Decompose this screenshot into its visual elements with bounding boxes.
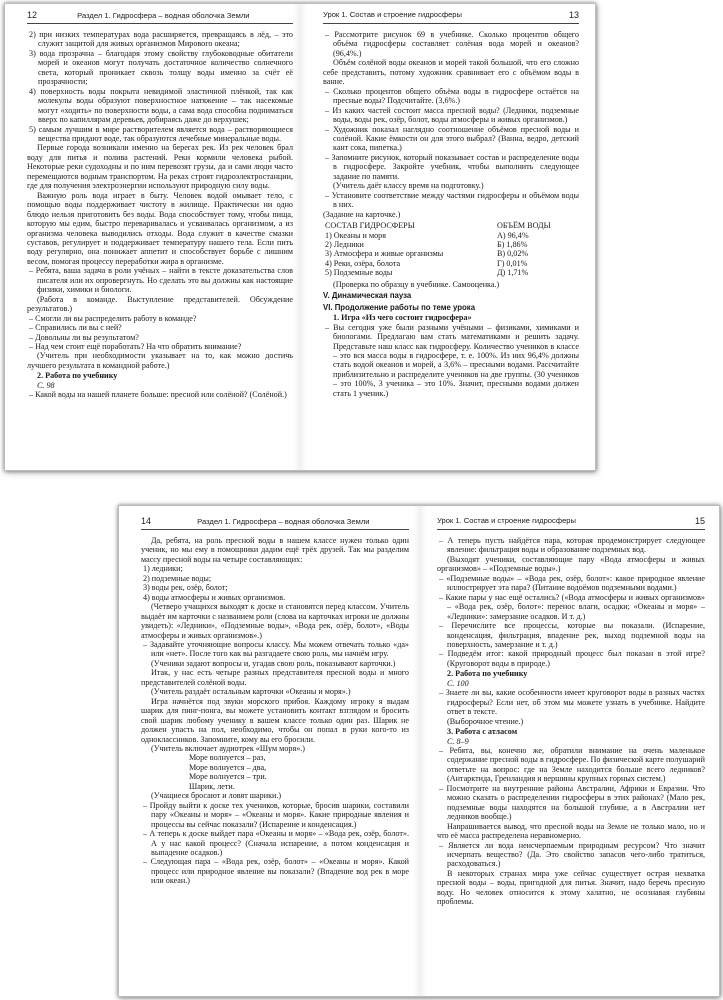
page-14-text [141,536,409,996]
paragraph: (Четверо учащихся выходят к доске и становятся перед классом. Учитель выдаёт им карточки с названием роли (слова на карточках игроки не должны увидеть): «Ледники», «Подземные воды», «Вода рек, озёр, болот», «Воды атмосферы и живых организмов».) [141,602,409,640]
table-row [323,240,579,249]
matching-table [323,221,579,278]
paragraph: (Выборочное чтение.) [447,716,524,726]
verse-line: Море волнуется – раз, [189,753,266,763]
text-block-after-table [323,280,579,398]
text-block-before-table [323,30,579,219]
page-reference: С. 98 [37,380,55,390]
page-number: 12 [27,10,38,20]
dialogue-line: – Задавайте уточняющие вопросы классу. Мы можем отвечать только «да» или «нет». После того как вы разгадаете свою роль, мы начнём игру. [143,639,409,659]
page-reference: С. 100 [447,678,469,688]
running-head: Раздел 1. Гидросфера – водная оболочка Земли [197,517,370,526]
table-cell: В) 0,02% [497,249,529,259]
paragraph: (Ученики задают вопросы и, угадав свою роль, показывают карточки.) [151,658,396,668]
dialogue-line: – Перечислите все процессы, которые вы показали. (Испарение, конденсация, фильтрация, впадение рек, выход подземной воды на поверхность, замерзание и т. д.) [439,621,705,649]
dialogue-line: – «Подземные воды» – «Вода рек, озёр, болот»: какое природное явление иллюстрирует эта пара? (Питание водоёмов подземными водами.) [439,573,705,593]
header-rule [323,23,579,24]
lesson-stage-heading: V. Динамическая пауза [323,291,412,301]
numbered-item: 4) поверхность воды покрыта невидимой эластичной плёнкой, так как молекулы воды образуют поверхностное натяжение – так насекомые могут «ходить» по поверхности воды, а сама вода способна подниматься вверх по капиллярам деревьев, добираясь даже до верхушек; [29,86,293,125]
dialogue-line: – Установите соответствие между частями гидросферы и объёмом воды в них. [325,190,579,210]
section-heading: 2. Работа по учебнику [37,371,118,381]
dialogue-line: – Следующая пара – «Вода рек, озёр, болот» – «Океаны и моря». Какой процесс или природное явление вы показали? (Впадение вод рек в море или океан.) [143,857,409,886]
paragraph: (Учитель раздаёт остальным карточки «Океаны и моря».) [151,687,351,697]
page-header-left [27,10,250,20]
paragraph: Объём солёной воды океанов и морей такой большой, что его сложно себе представить, потому художник сравнивает его с объёмом воды в ванне. [323,58,579,87]
table-header: СОСТАВ ГИДРОСФЕРЫ [325,221,415,231]
paragraph: (Выходят ученики, составляющие пару «Вода атмосферы и живых организмов» – «Подземные воды».) [437,554,705,574]
gutter-shadow [293,4,307,470]
numbered-item: 2) подземные воды; [143,573,212,583]
verse-line: Море волнуется – два, [189,762,267,772]
dialogue-line: – Над чем стоит ещё поработать? На что обратить внимание? [29,341,242,351]
table-cell: Д) 1,71% [497,268,529,278]
running-head: Урок 1. Состав и строение гидросферы [437,516,576,525]
dialogue-line: – Является ли вода неисчерпаемым природным ресурсом? Что значит исчерпать вещество? (Да. Это свойство запасов чего-либо тратиться, расходоваться.) [439,840,705,869]
running-head: Урок 1. Состав и строение гидросферы [323,10,462,19]
running-head: Раздел 1. Гидросфера – водная оболочка Земли [77,11,250,20]
dialogue-line: – Пройду выйти к доске тех учеников, которые, бросив шарики, составили пару «Океаны и моря» – «Океаны и моря». Какие природные явления и процессы вы сейчас показали? (Испарение и конденсация.) [143,800,409,829]
dialogue-line: – Какой воды на нашей планете больше: пресной или солёной? (Солёной.) [29,390,287,400]
page-reference: С. 8–9 [447,736,469,746]
paragraph: Важную роль вода играет в быту. Человек водой омывает тело, с помощью воды поддерживает чистоту в жилище. Практически ни одно блюдо нельзя приготовить без воды. Вода способствует тому, чтобы пища, которую мы едим, быстро переваривалась и усваивалась организмом, а из организма человека выводились отходы. Вода служит в качестве смазки суставов, регулирует и поддерживает температуру нашего тела. Если пить воду регулярно, она понижает аппетит и способствует борьбе с лишним весом, помогая процессу переработки жира в организме. [27,190,293,266]
dialogue-line: – Рассмотрите рисунок 69 в учебнике. Сколько процентов общего объёма гидросферы составляет солёная вода морей и океанов? (96,4%.) [325,30,579,58]
header-rule [27,23,293,24]
dialogue-line: – Какие пары у нас ещё остались? («Вода атмосферы и живых организмов» – «Вода рек, озёр, болот»: перенос влаги, осадки; «Океаны и моря» – «Ледники»: замерзание осадков. И т. д.) [439,592,705,621]
paragraph: Да, ребята, на роль пресной воды в нашем классе нужен только один ученик, но мы ему в помощники дадим ещё трёх друзей. Так мы разделим массу пресной воды на четыре составляющих: [141,536,409,564]
dialogue-line: – Посмотрите на внутренние районы Австралии, Африки и Евразии. Что можно сказать о распределении гидросферы в этих районах? (Мало рек, подземные воды находятся на большой глубине, а в Австралии нет ледников вообще.) [439,783,705,822]
section-heading: 1. Игра «Из чего состоит гидросфера» [333,313,472,323]
page-header-left [141,516,370,526]
section-heading: 3. Работа с атласом [447,727,518,737]
table-cell: 5) Подземные воды [325,268,393,278]
dialogue-line: – Справились ли вы с ней? [29,323,122,333]
paragraph: (Работа в команде. Выступление представителей. Обсуждение результатов.) [27,294,293,314]
top-spread [4,3,596,471]
numbered-item: 3) воды рек, озёр, болот; [143,583,228,593]
page-13-text [323,30,579,470]
header-rule [141,529,409,530]
numbered-item: 2) при низких температурах вода расширяется, превращаясь в лёд, – это служит защитой для живых организмов Мирового океана; [29,30,293,49]
verse-line: Шарик, лети. [189,781,235,791]
verse-line: Море волнуется – три. [189,772,267,782]
dialogue-line: – Художник показал наглядно соотношение объёмов пресной воды и солёной. Какие ёмкости он для этого выбрал? (Ванна, ведро, детский кант сока, пипетка.) [325,124,579,153]
numbered-item: 3) вода прозрачна – благодаря этому свойству глубоководные обитатели морей и океанов могут получать достаточное количество солнечного света, который проникает сквозь толщу воды именно за счёт её прозрачности; [29,48,293,87]
page-header-right [437,516,705,525]
table-cell: 1) Океаны и моря [325,230,386,240]
table-cell: Г) 0,01% [497,258,528,268]
table-row [323,259,579,268]
table-row [323,268,579,277]
page-number: 14 [141,516,152,526]
table-header: ОБЪЁМ ВОДЫ [497,221,551,231]
table-cell: А) 96,4% [497,230,529,240]
dialogue-line: – Запомните рисунок, который показывает состав и распределение воды в гидросфере. Закройте учебник, чтобы выполнить следующее задание по памяти. [325,152,579,181]
dialogue-line: – Ребята, вы, конечно же, обратили внимание на очень маленькое содержание пресной воды в гидросфере. По физической карте полушарий ответьте на вопрос: где на Земле находится больше всего ледников? (Антарктида, Гренландия и вершины крупных горных систем.) [439,745,705,784]
table-cell: 3) Атмосфера и живые организмы [325,249,444,259]
numbered-item: 1) ледники; [143,564,183,574]
lesson-stage-heading: VI. Продолжение работы по теме урока [323,302,476,312]
page-number: 15 [694,516,705,526]
gutter-shadow [413,506,427,996]
paragraph: Игра начнётся под звуки морского прибоя. Каждому игроку я выдам шарик для пинг-понга, вы можете установить контакт взглядом и бросить свой шарик любому ученику в вашем классе только один раз. Шарик не должен упасть на пол, необходимо, чтобы он попал в руки кого-то из одноклассников. Запомните, кому вы его бросили. [141,696,409,744]
paragraph: (Учитель включает аудиотрек «Шум моря».) [151,743,305,753]
table-row [323,231,579,240]
dialogue-line: – Из каких частей состоит масса пресной воды? (Ледники, подземные воды, воды рек, озёр, болот, воды атмосферы и живых организмов.) [325,105,579,125]
table-cell: 4) Реки, озёра, болота [325,258,401,268]
dialogue-line: – Вы сегодня уже были разными учёными – физиками, химиками и биологами. Предлагаю вам стать математиками и решить задачу. Представьте наш класс как гидросферу. Количество учеников в классе – это вся масса воды в гидросфере, т. е. 100%. Из них 96,4% должны стать водой океанов и морей, а 3,6% – пресными водами. Рассчитайте приблизительно и распределите учеников на две группы. (30 учеников – это 100%, 3 ученика – это 10%. Значит, пресными водами должен стать 1 ученик.) [325,322,579,398]
paragraph: В некоторых странах мира уже сейчас существует острая нехватка пресной воды – воды, пригодной для питья. Значит, надо беречь пресную воду. Но человек относится к этому халатно, не осознавая глубины проблемы. [437,868,705,907]
header-rule [437,529,705,530]
dialogue-line: – Знаете ли вы, какие особенности имеет круговорот воды в разных частях гидросферы? Если нет, об этом мы можете узнать в учебнике. Найдите ответ в тексте. [439,688,705,717]
dialogue-line: – Ребята, ваша задача в роли учёных – найти в тексте доказательства слов писателя или их опровергнуть. Но сделать это вы должны как настоящие физики, химики и биологи. [29,266,293,295]
paragraph: Итак, у нас есть четыре разных представителя пресной воды и много представителей солёной воды. [141,668,409,687]
numbered-item: 4) воды атмосферы и живых организмов. [143,592,286,602]
dialogue-line: – Сколько процентов общего объёма воды в гидросфере остаётся на пресные воды? Подсчитайте. (3,6%.) [325,86,579,106]
bottom-spread [118,505,720,997]
table-cell: 2) Ледники [325,239,364,249]
dialogue-line: – Подведём итог: какой природный процесс был показан в этой игре? (Круговорот воды в природе.) [439,649,705,668]
page-15-text [437,536,705,996]
dialogue-line: – Довольны ли вы результатом? [29,332,139,342]
page-header-right [323,10,579,19]
dialogue-line: – А теперь пусть найдётся пара, которая продемонстрирует следующее явление: фильтрация воды и образование подземных вод. [439,536,705,555]
paragraph: (Задание на карточке.) [323,209,401,219]
section-heading: 2. Работа по учебнику [447,669,528,679]
paragraph: Первые города возникали именно на берегах рек. Из рек человек брал воду для питья и полива растений. Реки кормили человека рыбой. Некоторые реки судоходны и по ним перевозят грузы, да и сами люди часто перемещаются водным транспортом. На реках строят гидроэлектростанции, где для получения электроэнергии используют природную силу воды. [27,143,293,191]
table-row [323,249,579,258]
paragraph: (Учащиеся бросают и ловят шарики.) [151,791,282,801]
dialogue-line: – А теперь к доске выйдет пара «Океаны и моря» – «Вода рек, озёр, болот». А у нас какой процесс? (Сначала испарение, а потом конденсация и выпадение осадков.) [143,829,409,857]
paragraph: (Учитель при необходимости указывает на то, как можно достичь лучшего результата в командной работе.) [27,351,293,370]
numbered-item: 5) самым лучшим в мире растворителем является вода – растворяющиеся вещества придают воде, так образуются лечебные минеральные воды. [29,124,293,143]
page-number: 13 [568,10,579,20]
paragraph: (Учитель даёт классу время на подготовку.) [333,181,484,191]
paragraph: (Проверка по образцу в учебнике. Самооценка.) [333,279,500,289]
table-cell: Б) 1,86% [497,239,528,249]
dialogue-line: – Смогли ли вы распределить работу в команде? [29,313,197,323]
paragraph: Напрашивается вывод, что пресной воды на Земле не только мало, но и что её масса распределена неравномерно. [437,821,705,841]
page-12-text [27,30,293,470]
